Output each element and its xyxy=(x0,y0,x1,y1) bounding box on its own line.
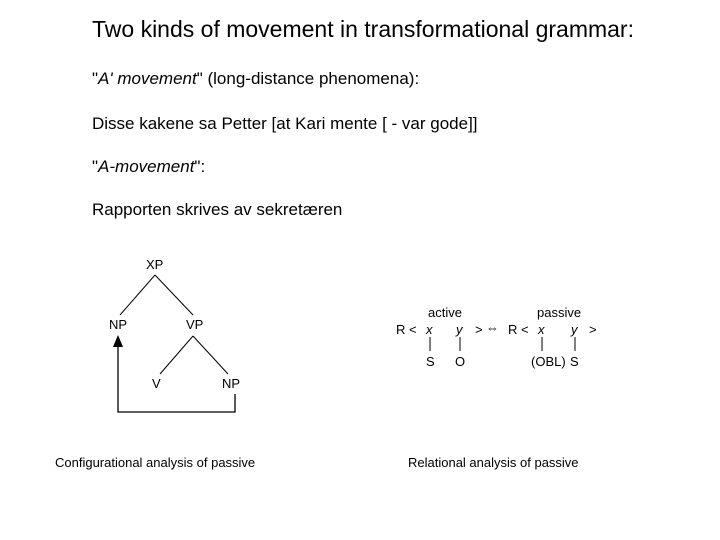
a-open-quote: " xyxy=(92,157,99,176)
a-movement-close: ": xyxy=(194,157,206,176)
a-movement-label: A-movement xyxy=(98,157,195,176)
a-bar-movement-description: " (long-distance phenomena): xyxy=(196,69,420,88)
caption-relational: Relational analysis of passive xyxy=(408,455,579,470)
tree-node-xp: XP xyxy=(146,257,164,272)
double-arrow-icon: ⇔ xyxy=(486,320,499,335)
relation-y-active: y xyxy=(456,322,463,337)
relation-y-passive: y xyxy=(571,322,578,337)
relation-gt-passive: > xyxy=(589,322,597,337)
branch-xp-np xyxy=(120,275,155,315)
tree-node-vp: VP xyxy=(186,317,204,332)
example-sentence-2: Rapporten skrives av sekretæren xyxy=(92,200,343,219)
active-label: active xyxy=(428,305,462,320)
caption-configurational: Configurational analysis of passive xyxy=(55,455,256,470)
tree-node-np-right: NP xyxy=(222,376,241,391)
role-s-passive: S xyxy=(570,354,579,369)
branch-vp-v xyxy=(160,336,193,374)
relation-x-active: x xyxy=(426,322,433,337)
movement-arrowhead xyxy=(113,335,123,347)
role-s-active: S xyxy=(426,354,435,369)
passive-label: passive xyxy=(537,305,582,320)
relation-gt-active: > xyxy=(475,322,483,337)
relation-x-passive: x xyxy=(538,322,545,337)
tree-node-np-left: NP xyxy=(109,317,128,332)
role-o-active: O xyxy=(455,354,466,369)
example-sentence-1: Disse kakene sa Petter [at Kari mente [ - var gode]] xyxy=(92,114,478,133)
a-bar-open-quote: " xyxy=(92,69,99,88)
tree-node-v: V xyxy=(152,376,161,391)
relation-r-passive: R < xyxy=(508,322,529,337)
page-title: Two kinds of movement in transformational grammar: xyxy=(92,16,634,42)
role-obl-passive: (OBL) xyxy=(531,354,566,369)
branch-xp-vp xyxy=(155,275,193,315)
relation-r-active: R < xyxy=(396,322,417,337)
a-bar-movement-label: A' movement xyxy=(98,69,197,88)
branch-vp-np xyxy=(193,336,228,374)
